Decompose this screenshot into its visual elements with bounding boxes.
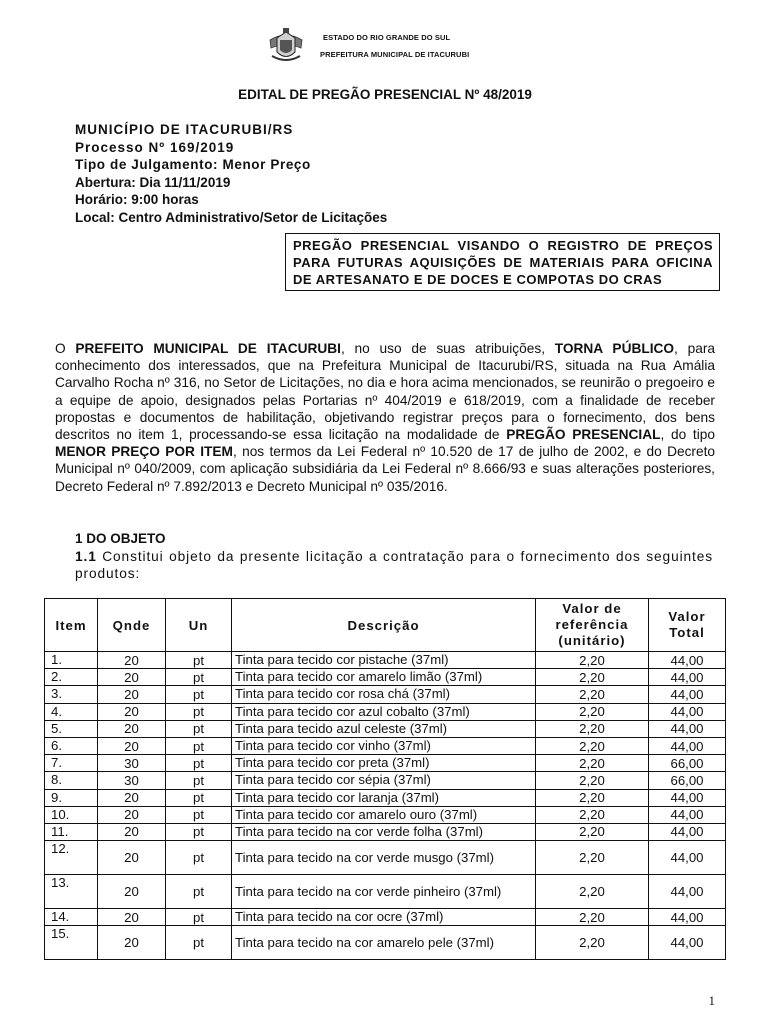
judgment-type: Tipo de Julgamento: Menor Preço: [75, 157, 311, 172]
item-reference-value: 2,20: [536, 841, 649, 875]
item-number: 10.: [45, 806, 98, 823]
intro-bold-pregao: PREGÃO PRESENCIAL: [506, 427, 661, 443]
item-quantity: 30: [98, 755, 166, 772]
item-quantity: 20: [98, 652, 166, 669]
item-total-value: 44,00: [649, 669, 726, 686]
item-unit: pt: [166, 652, 232, 669]
item-quantity: 20: [98, 737, 166, 754]
item-unit: pt: [166, 909, 232, 926]
intro-text-2: , no uso de suas atribuições,: [340, 341, 555, 356]
item-unit: pt: [166, 789, 232, 806]
document-title: EDITAL DE PREGÃO PRESENCIAL Nº 48/2019: [238, 87, 532, 102]
item-description: Tinta para tecido cor preta (37ml): [232, 755, 536, 772]
item-reference-value: 2,20: [536, 909, 649, 926]
item-description: Tinta para tecido na cor verde musgo (37ml): [232, 841, 536, 875]
item-number: 1.: [45, 652, 98, 669]
table-row: [45, 772, 726, 789]
item-total-value: 44,00: [649, 652, 726, 669]
item-reference-value: 2,20: [536, 720, 649, 737]
header-total-value: Valor Total: [649, 599, 726, 652]
item-total-value: 66,00: [649, 772, 726, 789]
item-number: 9.: [45, 789, 98, 806]
opening-date: Abertura: Dia 11/11/2019: [75, 174, 231, 190]
item-total-value: 44,00: [649, 841, 726, 875]
item-unit: pt: [166, 737, 232, 754]
item-reference-value: 2,20: [536, 686, 649, 703]
item-description: Tinta para tecido cor azul cobalto (37ml): [232, 703, 536, 720]
intro-text-5: , nos termos da Lei Federal nº 10.520 de 17 de julho de 2002, e do Decreto Municipal nº 040/2009, com aplicação subsidiária da Lei Federal nº 8.666/93 e suas alterações posteriores, Decreto Federal nº 7.892/2013 e Decreto Municipal nº 035/2016.: [55, 444, 715, 494]
item-reference-value: 2,20: [536, 926, 649, 960]
item-total-value: 44,00: [649, 737, 726, 754]
item-reference-value: 2,20: [536, 772, 649, 789]
item-number: 3.: [45, 686, 98, 703]
item-quantity: 20: [98, 926, 166, 960]
item-description: Tinta para tecido na cor ocre (37ml): [232, 909, 536, 926]
header-quantity: Qnde: [98, 599, 166, 652]
table-row: [45, 737, 726, 754]
item-total-value: 44,00: [649, 875, 726, 909]
state-name: ESTADO DO RIO GRANDE DO SUL: [323, 33, 451, 42]
item-description: Tinta para tecido cor vinho (37ml): [232, 737, 536, 754]
table-row: [45, 875, 726, 909]
intro-bold-menor-preco: MENOR PREÇO POR ITEM: [55, 444, 233, 460]
table-row: [45, 755, 726, 772]
header-reference-value: Valor de referência (unitário): [536, 599, 649, 652]
item-number: 8.: [45, 772, 98, 789]
item-unit: pt: [166, 875, 232, 909]
item-number: 14.: [45, 909, 98, 926]
item-unit: pt: [166, 669, 232, 686]
item-quantity: 20: [98, 686, 166, 703]
item-number: 2.: [45, 669, 98, 686]
item-quantity: 20: [98, 841, 166, 875]
header-description: Descrição: [232, 599, 536, 652]
item-description: Tinta para tecido cor pistache (37ml): [232, 652, 536, 669]
section-subitem: [75, 548, 713, 582]
item-unit: pt: [166, 926, 232, 960]
items-table: [44, 598, 726, 960]
item-description: Tinta para tecido cor amarelo ouro (37ml): [232, 806, 536, 823]
item-reference-value: 2,20: [536, 823, 649, 840]
item-total-value: 44,00: [649, 720, 726, 737]
subitem-number: 1.1: [75, 549, 97, 564]
table-header-row: [45, 599, 726, 652]
object-box: [285, 233, 720, 291]
item-reference-value: 2,20: [536, 669, 649, 686]
intro-bold-torna-publico: TORNA PÚBLICO: [554, 341, 675, 356]
table-row: [45, 909, 726, 926]
item-total-value: 44,00: [649, 703, 726, 720]
item-number: 5.: [45, 720, 98, 737]
item-number: 6.: [45, 737, 98, 754]
item-reference-value: 2,20: [536, 875, 649, 909]
item-number: 7.: [45, 755, 98, 772]
item-quantity: 30: [98, 772, 166, 789]
item-reference-value: 2,20: [536, 806, 649, 823]
table-row: [45, 841, 726, 875]
item-description: Tinta para tecido cor amarelo limão (37ml): [232, 669, 536, 686]
header-item: Item: [45, 599, 98, 652]
item-unit: pt: [166, 823, 232, 840]
item-unit: pt: [166, 806, 232, 823]
table-row: [45, 789, 726, 806]
item-total-value: 44,00: [649, 789, 726, 806]
item-quantity: 20: [98, 789, 166, 806]
table-row: [45, 806, 726, 823]
item-quantity: 20: [98, 875, 166, 909]
intro-text-3: , para conhecimento dos interessados, que na Prefeitura Municipal de Itacurubi/RS, situada na Rua Amália Carvalho Rocha nº 316, no Setor de Licitações, no dia e hora acima mencionados, se reunirão o pregoeiro e a equipe de apoio, designados pelas Portarias nº 404/2019 e 618/2019, com a finalidade de receber propostas e documentos de habilitação, objetivando registrar preços para o fornecimento, dos bens descritos no item 1, processando-se essa licitação na modalidade de: [55, 341, 715, 443]
table-row: [45, 686, 726, 703]
table-row: [45, 652, 726, 669]
item-number: 4.: [45, 703, 98, 720]
item-quantity: 20: [98, 703, 166, 720]
municipality: MUNICÍPIO DE ITACURUBI/RS: [75, 122, 294, 137]
item-total-value: 44,00: [649, 686, 726, 703]
item-unit: pt: [166, 772, 232, 789]
item-total-value: 66,00: [649, 755, 726, 772]
subitem-text: Constitui objeto da presente licitação a contratação para o fornecimento dos seguintes produtos:: [75, 549, 713, 582]
item-quantity: 20: [98, 823, 166, 840]
item-reference-value: 2,20: [536, 737, 649, 754]
item-reference-value: 2,20: [536, 789, 649, 806]
intro-paragraph: [55, 340, 715, 495]
table-row: [45, 669, 726, 686]
item-number: 12.: [45, 841, 98, 875]
item-reference-value: 2,20: [536, 703, 649, 720]
table-row: [45, 823, 726, 840]
item-reference-value: 2,20: [536, 755, 649, 772]
item-number: 11.: [45, 823, 98, 840]
item-description: Tinta para tecido cor sépia (37ml): [232, 772, 536, 789]
opening-time: Horário: 9:00 horas: [75, 192, 199, 207]
municipal-coat-of-arms-icon: [266, 26, 306, 66]
item-description: Tinta para tecido cor rosa chá (37ml): [232, 686, 536, 703]
item-description: Tinta para tecido na cor amarelo pele (37ml): [232, 926, 536, 960]
header-unit: Un: [166, 599, 232, 652]
item-total-value: 44,00: [649, 909, 726, 926]
intro-bold-prefeito: PREFEITO MUNICIPAL DE ITACURUBI: [75, 341, 341, 356]
item-unit: pt: [166, 720, 232, 737]
item-quantity: 20: [98, 720, 166, 737]
meta-block: [75, 121, 387, 226]
item-total-value: 44,00: [649, 806, 726, 823]
object-box-text: PREGÃO PRESENCIAL VISANDO O REGISTRO DE PREÇOS PARA FUTURAS AQUISIÇÕES DE MATERIAIS PARA OFICINA DE ARTESANATO E DE DOCES E COMPOTAS DO CRAS: [293, 238, 713, 287]
item-unit: pt: [166, 703, 232, 720]
process-number: Processo Nº 169/2019: [75, 139, 235, 155]
item-description: Tinta para tecido na cor verde folha (37ml): [232, 823, 536, 840]
item-total-value: 44,00: [649, 823, 726, 840]
prefecture-name: PREFEITURA MUNICIPAL DE ITACURUBI: [320, 50, 470, 59]
location: Local: Centro Administrativo/Setor de Licitações: [75, 209, 388, 225]
item-unit: pt: [166, 755, 232, 772]
item-description: Tinta para tecido azul celeste (37ml): [232, 720, 536, 737]
item-description: Tinta para tecido na cor verde pinheiro (37ml): [232, 875, 536, 909]
item-unit: pt: [166, 841, 232, 875]
item-reference-value: 2,20: [536, 652, 649, 669]
item-number: 15.: [45, 926, 98, 960]
item-description: Tinta para tecido cor laranja (37ml): [232, 789, 536, 806]
page-number: 1: [708, 993, 715, 1008]
item-unit: pt: [166, 686, 232, 703]
intro-text-1: O: [55, 341, 76, 356]
item-quantity: 20: [98, 909, 166, 926]
table-row: [45, 703, 726, 720]
intro-text-4: , do tipo: [660, 427, 715, 443]
table-row: [45, 720, 726, 737]
table-row: [45, 926, 726, 960]
item-total-value: 44,00: [649, 926, 726, 960]
item-quantity: 20: [98, 806, 166, 823]
item-quantity: 20: [98, 669, 166, 686]
item-number: 13.: [45, 875, 98, 909]
section-title: 1 DO OBJETO: [75, 531, 166, 546]
